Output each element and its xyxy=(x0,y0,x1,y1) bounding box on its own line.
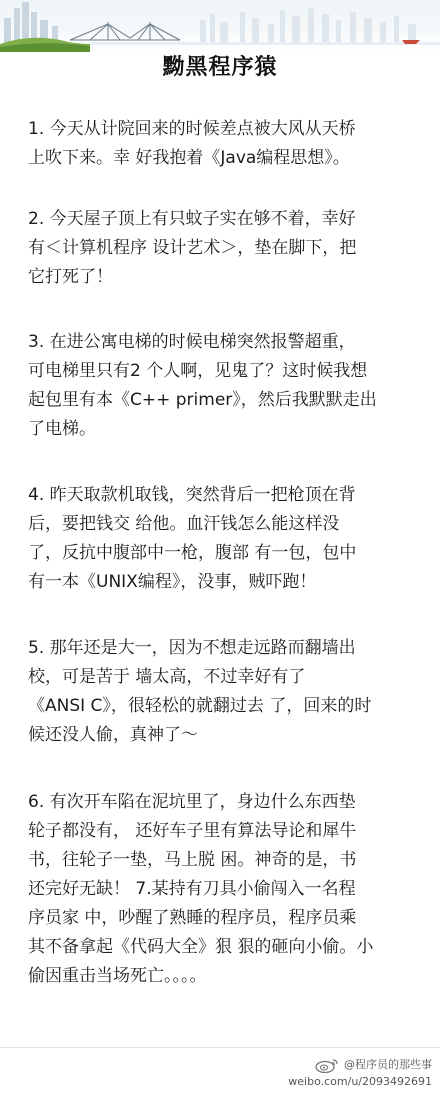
text-line: 偷因重击当场死亡。。。。 xyxy=(28,966,207,986)
text-line: 有一本《UNIX编程》，没事，贼吓跑！ xyxy=(28,572,317,592)
paragraph-1 xyxy=(28,115,356,173)
text-line: 4. 昨天取款机取钱，突然背后一把枪顶在背 xyxy=(28,485,356,505)
text-line: 后，要把钱交 给他。血汗钱怎么能这样没 xyxy=(28,514,340,534)
page-title: 黝黑程序猿 xyxy=(162,55,278,80)
text-line: 3. 在进公寓电梯的时候电梯突然报警超重， xyxy=(28,332,356,352)
text-line: 书，往轮子一垫，马上脱 困。神奇的是，书 xyxy=(28,850,357,870)
text-line: 6. 有次开车陷在泥坑里了，身边什么东西垫 xyxy=(28,792,356,812)
text-line: 了，反抗中腹部中一枪，腹部 有一包，包中 xyxy=(28,543,357,563)
text-line: 了电梯。 xyxy=(28,419,96,439)
paragraph-6 xyxy=(28,788,373,991)
paragraph-2 xyxy=(28,205,356,292)
weibo-watermark xyxy=(288,1056,432,1090)
text-line: 5. 那年还是大一，因为不想走远路而翻墙出 xyxy=(28,638,356,658)
header-banner xyxy=(0,0,440,52)
text-line: 其不备拿起《代码大全》狠 狠的砸向小偷。小 xyxy=(28,937,374,957)
text-line: 起包里有本《C++ primer》，然后我默默走出 xyxy=(28,390,377,410)
paragraph-3 xyxy=(28,328,377,444)
text-line: 校，可是苦于 墙太高，不过幸好有了 xyxy=(28,667,306,687)
paragraph-5 xyxy=(28,634,371,750)
text-line: 序员家 中，吵醒了熟睡的程序员，程序员乘 xyxy=(28,908,357,928)
text-line: 可电梯里只有2 个人啊，见鬼了？这时候我想 xyxy=(28,361,368,381)
city-skyline-illustration xyxy=(0,0,440,52)
weibo-logo-icon xyxy=(314,1057,340,1073)
text-line: 候还没人偷，真神了～ xyxy=(28,725,198,745)
watermark-url: weibo.com/u/2093492691 xyxy=(288,1075,432,1088)
text-line: 上吹下来。幸 好我抱着《Java编程思想》。 xyxy=(28,148,350,168)
paragraph-4 xyxy=(28,481,356,597)
watermark-account: @程序员的那些事 xyxy=(344,1058,432,1071)
footer-divider xyxy=(0,1047,440,1048)
text-line: 1. 今天从计院回来的时候差点被大风从天桥 xyxy=(28,119,356,139)
text-line: 2. 今天屋子顶上有只蚊子实在够不着，幸好 xyxy=(28,209,356,229)
text-line: 《ANSI C》，很轻松的就翻过去 了，回来的时 xyxy=(28,696,372,716)
text-line: 有＜计算机程序 设计艺术＞，垫在脚下，把 xyxy=(28,238,357,258)
text-line: 轮子都没有， 还好车子里有算法导论和犀牛 xyxy=(28,821,357,841)
text-line: 还完好无缺！ 7.某持有刀具小偷闯入一名程 xyxy=(28,879,356,899)
text-line: 它打死了！ xyxy=(28,267,113,287)
